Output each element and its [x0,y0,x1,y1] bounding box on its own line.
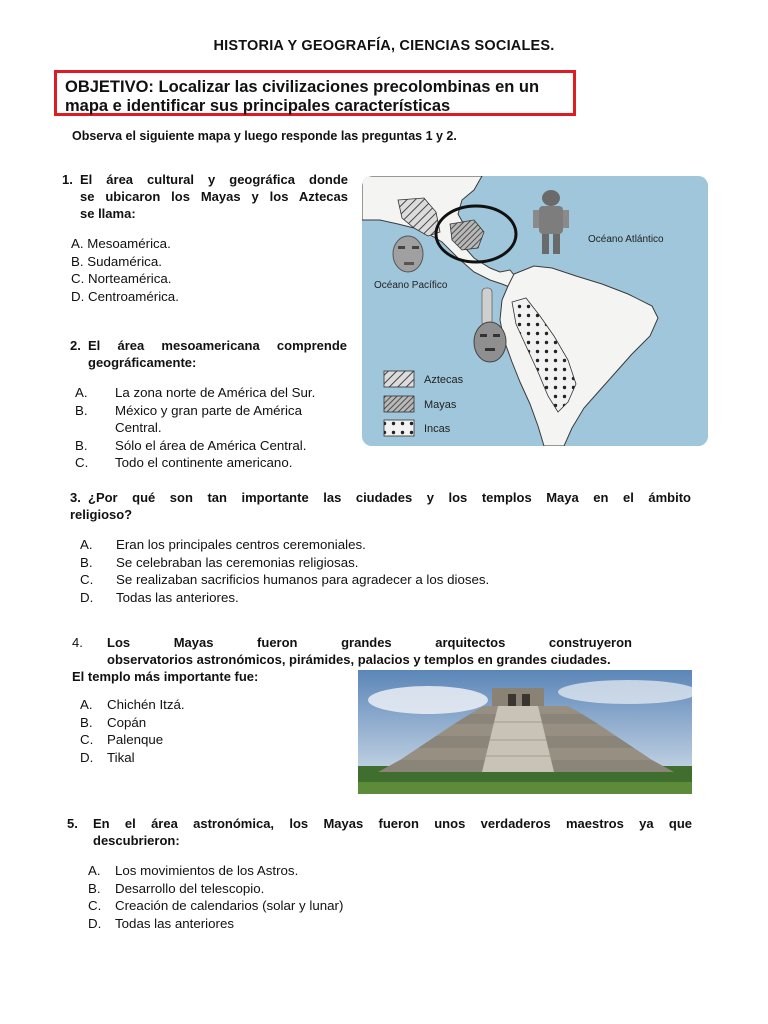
option-c[interactable]: C. Norteamérica. [71,271,172,287]
question-2 [70,337,347,371]
q2-options [75,384,315,472]
option-letter: B. [75,402,88,418]
option-text: Creación de calendarios (solar y lunar) [115,898,344,914]
question-line: Los Mayas fueron grandes arquitectos construyeron [107,635,632,650]
option-text: Desarrollo del telescopio. [115,880,265,896]
option-a[interactable] [88,862,343,880]
option-letter: C. [80,732,94,748]
question-3 [70,489,691,523]
q3-options [80,536,489,606]
option-a[interactable] [80,696,185,714]
option-text: Todas las anteriores. [116,589,239,605]
option-text: Eran los principales centros ceremoniales. [116,537,366,552]
option-d[interactable] [88,915,343,933]
option-letter: B. [75,437,88,453]
question-number: 2. [70,338,81,353]
option-c[interactable] [80,571,489,589]
pacific-label: Océano Pacífico [374,280,448,291]
option-b[interactable] [88,880,343,898]
option-letter: A. [88,863,101,878]
question-number: 3. [70,490,81,505]
option-letter: D. [80,589,94,605]
option-text: Se realizaban sacrificios humanos para agradecer a los dioses. [116,572,490,588]
option-letter: B. [80,554,93,570]
page-title: HISTORIA Y GEOGRAFÍA, CIENCIAS SOCIALES. [213,38,555,54]
question-line: ¿Por qué son tan importante las ciudades y los templos Maya en el ámbito [88,490,691,505]
option-d[interactable]: D. Centroamérica. [71,288,179,304]
option-letter: B. [88,880,101,896]
objective-line-1: OBJETIVO: Localizar las civilizaciones precolombinas en un [65,78,540,96]
option-b[interactable] [80,554,489,572]
question-line: El templo más importante fue: [72,669,259,684]
option-letter: B. [80,714,93,730]
atlantic-label: Océano Atlántico [588,234,664,245]
option-b-continued [75,419,315,437]
option-text: Sólo el área de América Central. [115,437,307,453]
legend-aztecas: Aztecas [424,374,464,386]
option-c[interactable] [75,454,315,472]
option-letter: A. [80,697,93,712]
q4-options [80,696,185,766]
pre-columbian-map [362,176,708,446]
legend-incas: Incas [424,423,451,435]
option-b[interactable] [80,714,185,732]
option-text: Todo el continente americano. [115,455,293,471]
legend-mayas: Mayas [424,399,457,411]
option-d[interactable] [80,749,185,767]
option-text: Se celebraban las ceremonias religiosas. [116,554,359,570]
question-line: descubrieron: [93,833,180,848]
option-text: Chichén Itzá. [107,697,185,712]
option-text: Tikal [107,749,135,765]
question-line: En el área astronómica, los Mayas fueron unos verdaderos maestros ya que [93,816,692,831]
option-text: México y gran parte de América [115,402,302,418]
question-line: geográficamente: [88,355,197,370]
option-a[interactable] [75,384,315,402]
chichen-itza-photo [358,670,692,794]
option-letter: C. [75,455,89,471]
option-letter: D. [88,915,102,931]
option-text: Todas las anteriores [115,915,234,931]
option-text: Copán [107,714,147,730]
option-letter: C. [80,572,94,588]
option-a[interactable]: A. Mesoamérica. [71,236,171,251]
pyramid-image [358,670,692,794]
q1-options [71,235,179,305]
question-5 [67,815,692,849]
option-letter: D. [80,749,94,765]
question-number: 1. [62,172,73,187]
map-graphic [362,176,708,446]
option-c[interactable] [80,731,185,749]
option-text: La zona norte de América del Sur. [115,385,316,400]
question-line: se llama: [80,206,136,221]
question-line: observatorios astronómicos, pirámides, palacios y templos en grandes ciudades. [107,652,611,667]
option-text: Los movimientos de los Astros. [115,863,299,878]
option-text: Central. [115,420,162,436]
option-d[interactable] [80,589,489,607]
mayan-head-icon [393,236,423,272]
intro-instruction: Observa el siguiente mapa y luego responde las preguntas 1 y 2. [72,129,457,143]
option-c[interactable] [88,897,343,915]
option-text: Palenque [107,732,164,748]
option-b[interactable] [75,402,315,420]
question-line: El área cultural y geográfica donde [80,172,348,187]
option-a[interactable] [80,536,489,554]
question-line: se ubicaron los Mayas y los Aztecas [80,189,348,204]
objective-line-2: mapa e identificar sus principales características [65,97,451,115]
q5-options [88,862,343,932]
option-letter: A. [75,385,88,400]
question-1 [62,171,348,222]
question-line: El área mesoamericana comprende [88,338,347,353]
option-b2[interactable] [75,437,315,455]
objective-box [54,70,576,116]
option-letter: C. [88,898,102,914]
question-line: religioso? [70,507,133,522]
question-number: 4. [72,635,83,650]
option-b[interactable]: B. Sudamérica. [71,253,162,269]
option-letter: A. [80,537,93,552]
question-number: 5. [67,816,78,831]
